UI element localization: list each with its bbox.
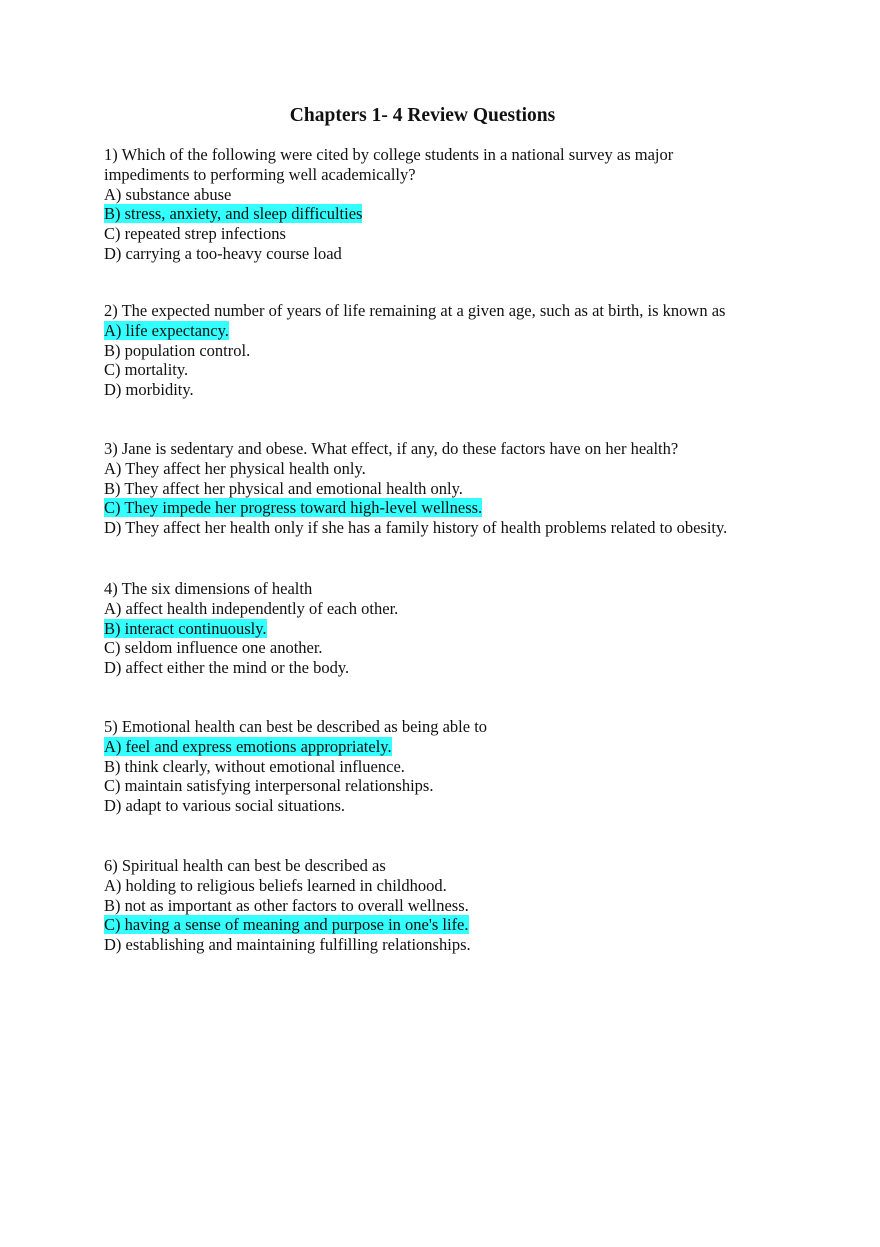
answer-option-d <box>104 658 784 678</box>
answer-option-b <box>104 479 784 499</box>
question-stem: 6) Spiritual health can best be described as <box>104 856 386 875</box>
option-text: A) substance abuse <box>104 184 232 204</box>
option-text: D) They affect her health only if she has a family history of health problems related to obesity. <box>104 518 728 538</box>
answer-option-c <box>104 776 784 796</box>
question-3 <box>104 439 784 538</box>
option-text: A) holding to religious beliefs learned in childhood. <box>104 875 447 895</box>
option-text: C) seldom influence one another. <box>104 638 323 658</box>
option-text: B) think clearly, without emotional influence. <box>104 756 405 776</box>
highlighted-answer: B) stress, anxiety, and sleep difficulties <box>104 204 363 224</box>
answer-option-c <box>104 360 784 380</box>
highlighted-answer: C) They impede her progress toward high-level wellness. <box>104 498 483 518</box>
question-stem: 3) Jane is sedentary and obese. What effect, if any, do these factors have on her health? <box>104 439 679 458</box>
option-text: D) adapt to various social situations. <box>104 796 346 816</box>
option-text: C) repeated strep infections <box>104 224 286 244</box>
answer-option-b <box>104 204 784 224</box>
answer-option-a <box>104 599 784 619</box>
question-6 <box>104 856 784 955</box>
question-2 <box>104 301 784 400</box>
highlighted-answer: A) feel and express emotions appropriately. <box>104 736 392 756</box>
page-title: Chapters 1- 4 Review Questions <box>289 105 556 126</box>
answer-option-d <box>104 380 784 400</box>
option-text: D) establishing and maintaining fulfilling relationships. <box>104 935 471 955</box>
answer-option-c <box>104 224 784 244</box>
answer-option-d <box>104 518 784 538</box>
option-text: D) carrying a too-heavy course load <box>104 243 342 263</box>
question-4 <box>104 579 784 678</box>
highlighted-answer: B) interact continuously. <box>104 618 267 638</box>
question-stem: 4) The six dimensions of health <box>104 579 313 598</box>
answer-option-a <box>104 876 784 896</box>
answer-option-a <box>104 185 784 205</box>
answer-option-d <box>104 796 784 816</box>
answer-option-a <box>104 321 784 341</box>
highlighted-answer: A) life expectancy. <box>104 320 229 340</box>
question-stem: 5) Emotional health can best be described as being able to <box>104 717 488 736</box>
option-text: A) affect health independently of each other. <box>104 598 399 618</box>
question-stem: 2) The expected number of years of life remaining at a given age, such as at birth, is known as <box>104 301 726 320</box>
answer-option-b <box>104 757 784 777</box>
answer-option-b <box>104 341 784 361</box>
answer-option-c <box>104 498 784 518</box>
answer-option-a <box>104 737 784 757</box>
option-text: D) affect either the mind or the body. <box>104 658 350 678</box>
answer-option-d <box>104 244 784 264</box>
option-text: C) mortality. <box>104 360 189 380</box>
answer-option-b <box>104 619 784 639</box>
option-text: A) They affect her physical health only. <box>104 458 366 478</box>
option-text: C) maintain satisfying interpersonal relationships. <box>104 776 434 796</box>
answer-option-c <box>104 915 784 935</box>
answer-option-b <box>104 896 784 916</box>
option-text: B) not as important as other factors to overall wellness. <box>104 895 469 915</box>
highlighted-answer: C) having a sense of meaning and purpose in one's life. <box>104 915 469 935</box>
answer-option-c <box>104 638 784 658</box>
option-text: D) morbidity. <box>104 380 194 400</box>
question-stem: impediments to performing well academically? <box>104 164 416 184</box>
question-1 <box>104 145 784 264</box>
option-text: B) population control. <box>104 340 251 360</box>
question-5 <box>104 717 784 816</box>
answer-option-a <box>104 459 784 479</box>
answer-option-d <box>104 935 784 955</box>
option-text: B) They affect her physical and emotional health only. <box>104 478 463 498</box>
question-stem: 1) Which of the following were cited by college students in a national survey as major <box>104 145 674 164</box>
